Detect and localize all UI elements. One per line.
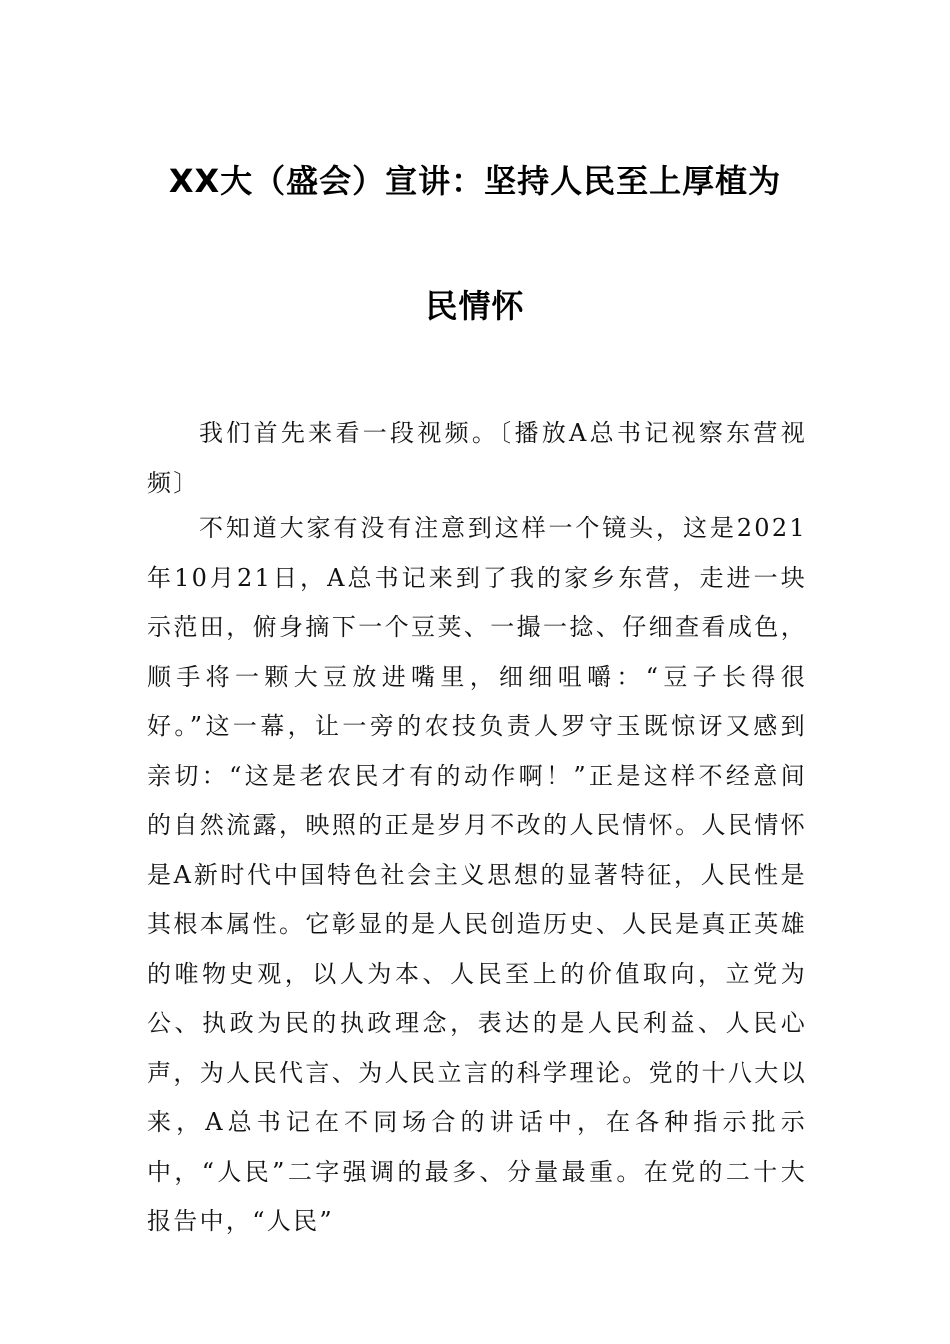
- title-line-1: XX大（盛会）宣讲：坚持人民至上厚植为: [168, 162, 782, 200]
- paragraph-main: 不知道大家有没有注意到这样一个镜头，这是2021年10月21日，A总书记来到了我的家乡东营，走进一块示范田，俯身摘下一个豆荚、一撮一捻、仔细查看成色，顺手将一颗大豆放进嘴里，细细咀嚼：“豆子长得很好。”这一幕，让一旁的农技负责人罗守玉既惊讶又感到亲切：“这是老农民才有的动作啊！”正是这样不经意间的自然流露，映照的正是岁月不改的人民情怀。人民情怀是A新时代中国特色社会主义思想的显著特征，人民性是其根本属性。它彰显的是人民创造历史、人民是真正英雄的唯物史观，以人为本、人民至上的价值取向，立党为公、执政为民的执政理念，表达的是人民利益、人民心声，为人民代言、为人民立言的科学理论。党的十八大以来，A总书记在不同场合的讲话中，在各种指示批示中，“人民”二字强调的最多、分量最重。在党的二十大报告中，“人民”: [147, 514, 807, 1235]
- title-line-2: 民情怀: [425, 287, 525, 325]
- paragraph-intro: 我们首先来看一段视频。〔播放A总书记视察东营视频〕: [147, 419, 807, 497]
